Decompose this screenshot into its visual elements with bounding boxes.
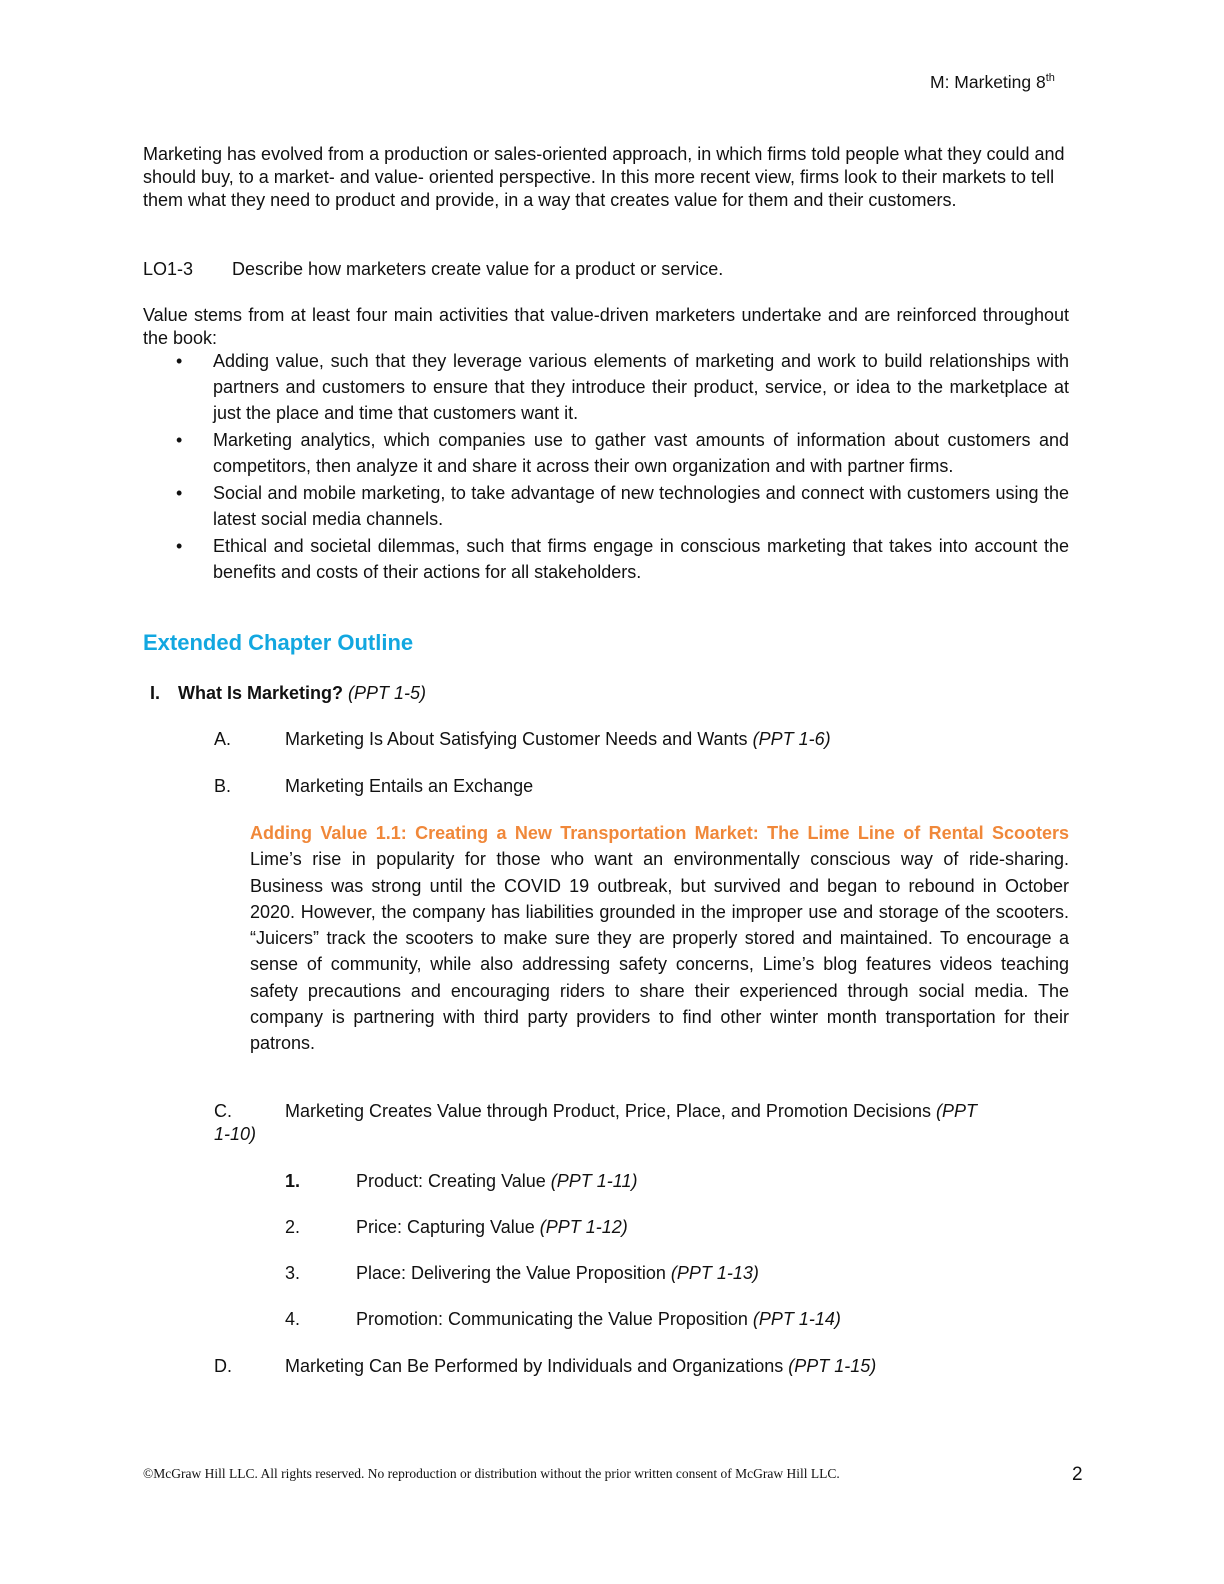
intro-paragraph: Marketing has evolved from a production or sales-oriented approach, in which firms told people what they could and should buy, to a market- and value- oriented perspective. In this more recent view, firms look to their markets to tell them what they need to product and provide, in a way that creates value for them and their customers. xyxy=(143,144,1065,210)
section-title: Extended Chapter Outline xyxy=(143,630,414,655)
list-item: • Marketing analytics, which companies use to gather vast amounts of information about customers and competitors, then analyze it and share it across their own organization and with partner firms. xyxy=(143,427,1069,479)
list-item: • Ethical and societal dilemmas, such that firms engage in conscious marketing that takes into account the benefits and costs of their actions for all stakeholders. xyxy=(143,533,1069,585)
adding-value-body: Lime’s rise in popularity for those who want an environmentally conscious way of ride-sharing. Business was strong until the COVID 19 outbreak, but survived and began to rebound in October 2020. However, the company has liabilities grounded in the improper use and storage of the scooters. “Juicers” track the scooters to make sure they are properly stored and maintained. To encourage a sense of community, while also addressing safety concerns, Lime’s blog features videos teaching safety precautions and encouraging riders to share their experienced through social media. The company is partnering with third party providers to find other winter month transportation for their patrons. xyxy=(250,849,1069,1054)
bullet-icon: • xyxy=(176,430,183,450)
learning-objective xyxy=(143,258,723,280)
outline-subitem-4: 4. Promotion: Communicating the Value Proposition (PPT 1-14) xyxy=(285,1309,841,1329)
list-item: • Adding value, such that they leverage various elements of marketing and work to build relationships with partners and customers to ensure that they introduce their product, service, or idea to the marketplace at just the place and time that customers want it. xyxy=(143,348,1069,426)
page-number: 2 xyxy=(1072,1464,1083,1485)
value-activities-list xyxy=(143,348,1069,586)
bullet-icon: • xyxy=(176,351,183,371)
running-header: M: Marketing 8th xyxy=(930,72,1055,92)
outline-heading-i: I. What Is Marketing? (PPT 1-5) xyxy=(150,683,427,703)
list-item: • Social and mobile marketing, to take advantage of new technologies and connect with customers using the latest social media channels. xyxy=(143,480,1069,532)
lo-text: Describe how marketers create value for a product or service. xyxy=(232,259,724,279)
outline-subitem-3: 3. Place: Delivering the Value Proposition (PPT 1-13) xyxy=(285,1263,759,1283)
outline-subitem-2: 2. Price: Capturing Value (PPT 1-12) xyxy=(285,1217,628,1237)
outline-subitem-1: 1. Product: Creating Value (PPT 1-11) xyxy=(285,1171,638,1191)
value-paragraph: Value stems from at least four main activities that value-driven marketers undertake and are reinforced throughout the book: xyxy=(143,305,1069,348)
lo-code: LO1-3 xyxy=(143,259,194,279)
outline-item-b: B. Marketing Entails an Exchange xyxy=(214,776,534,796)
adding-value-heading: Adding Value 1.1: Creating a New Transportation Market: The Lime Line of Rental Scooters xyxy=(250,823,1069,843)
bullet-icon: • xyxy=(176,483,183,503)
outline-item-a: A. Marketing Is About Satisfying Customer Needs and Wants (PPT 1-6) xyxy=(214,729,831,749)
copyright-footer: ©McGraw Hill LLC. All rights reserved. No reproduction or distribution without the prior written consent of McGraw Hill LLC. xyxy=(143,1466,840,1481)
bullet-icon: • xyxy=(176,536,183,556)
outline-item-c: C. Marketing Creates Value through Product, Price, Place, and Promotion Decisions (PPT xyxy=(214,1101,978,1121)
outline-item-d: D. Marketing Can Be Performed by Individuals and Organizations (PPT 1-15) xyxy=(214,1356,877,1376)
outline-item-c-ppt: 1-10) xyxy=(214,1124,257,1144)
adding-value-box xyxy=(250,820,1069,1057)
